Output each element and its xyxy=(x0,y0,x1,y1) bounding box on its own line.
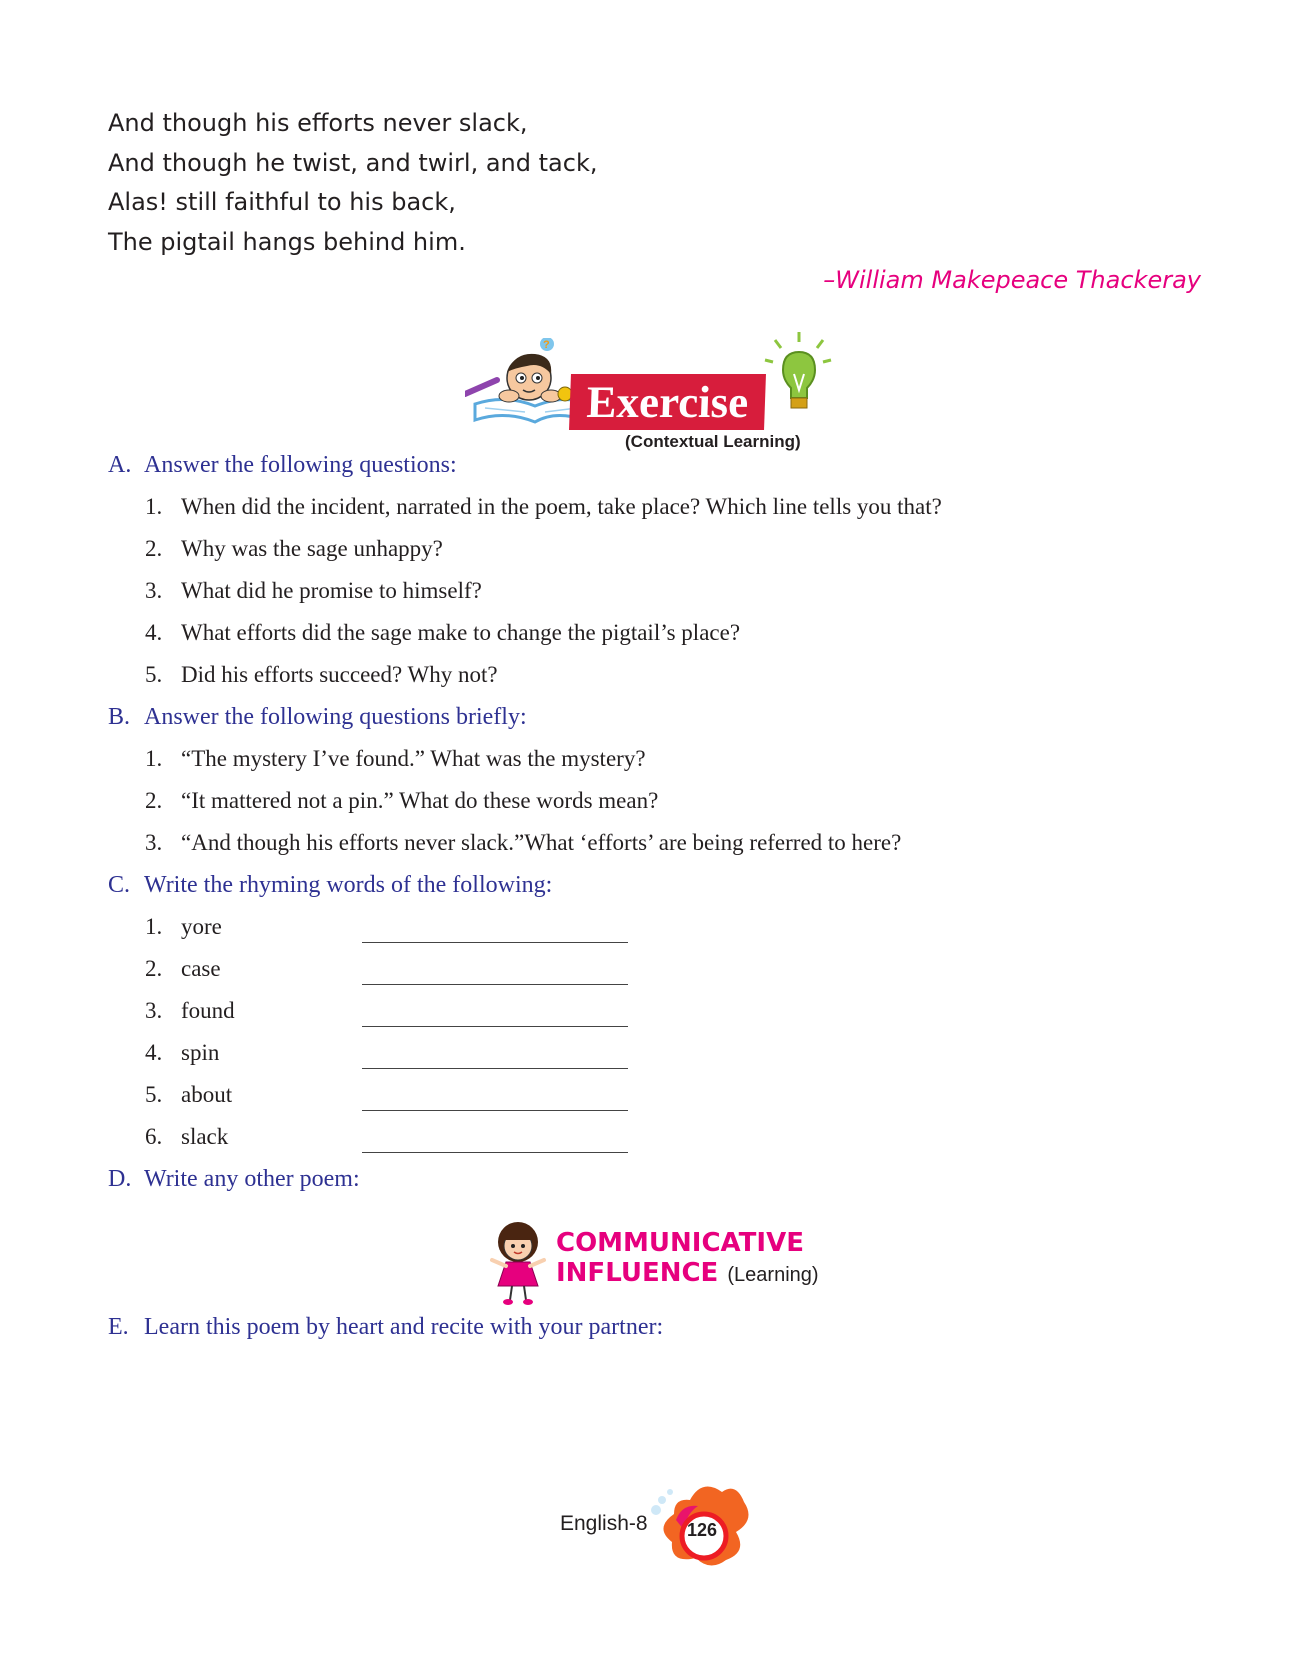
page-number: 126 xyxy=(686,1520,718,1540)
item-number: 4. xyxy=(145,620,163,645)
list-item xyxy=(145,578,482,604)
answer-blank[interactable] xyxy=(362,1026,628,1027)
item-text: “It mattered not a pin.” What do these words mean? xyxy=(181,788,659,813)
list-item xyxy=(145,914,222,940)
light-bulb-icon xyxy=(761,326,841,426)
item-text: slack xyxy=(181,1124,229,1149)
item-number: 3. xyxy=(145,830,163,855)
exercise-subtitle: (Contextual Learning) xyxy=(625,432,801,451)
section-letter: D. xyxy=(108,1166,132,1192)
list-item xyxy=(145,830,901,856)
item-text: Why was the sage unhappy? xyxy=(181,536,443,561)
item-number: 1. xyxy=(145,746,163,771)
answer-blank[interactable] xyxy=(362,1110,628,1111)
girl-icon xyxy=(486,1216,556,1306)
section-c-heading xyxy=(108,872,552,899)
exercise-banner xyxy=(465,338,845,451)
item-text: When did the incident, narrated in the poem, take place? Which line tells you that? xyxy=(181,494,942,519)
section-title: Learn this poem by heart and recite with your partner: xyxy=(144,1314,664,1340)
communicative-influence-banner xyxy=(486,1216,846,1306)
item-text: What did he promise to himself? xyxy=(181,578,482,603)
item-number: 4. xyxy=(145,1040,163,1065)
item-number: 3. xyxy=(145,578,163,603)
section-title: Write the rhyming words of the following: xyxy=(144,872,553,898)
item-text: “And though his efforts never slack.”What ‘efforts’ are being referred to here? xyxy=(181,830,902,855)
answer-blank[interactable] xyxy=(362,984,628,985)
item-number: 1. xyxy=(145,494,163,519)
list-item xyxy=(145,1124,228,1150)
item-number: 6. xyxy=(145,1124,163,1149)
svg-text:?: ? xyxy=(543,339,550,351)
section-letter: E. xyxy=(108,1314,129,1340)
item-text: “The mystery I’ve found.” What was the mystery? xyxy=(181,746,646,771)
section-d-heading xyxy=(108,1166,360,1193)
poem-line: Alas! still faithful to his back, xyxy=(108,188,456,216)
item-text: What efforts did the sage make to change the pigtail’s place? xyxy=(181,620,741,645)
list-item xyxy=(145,494,942,520)
list-item xyxy=(145,536,443,562)
book-label: English-8 xyxy=(560,1512,648,1535)
influence-heading: INFLUENCE xyxy=(556,1258,719,1288)
item-text: spin xyxy=(181,1040,220,1065)
list-item xyxy=(145,956,221,982)
list-item xyxy=(145,1040,219,1066)
poem-author: –William Makepeace Thackeray xyxy=(823,266,1201,294)
answer-blank[interactable] xyxy=(362,1152,628,1153)
communicative-heading: COMMUNICATIVE xyxy=(556,1228,804,1258)
section-letter: A. xyxy=(108,452,132,478)
poem-line: The pigtail hangs behind him. xyxy=(108,227,466,256)
section-title: Answer the following questions: xyxy=(144,452,457,478)
list-item xyxy=(145,788,658,814)
item-number: 1. xyxy=(145,914,163,939)
list-item xyxy=(145,746,646,772)
item-text: about xyxy=(181,1082,233,1107)
section-letter: B. xyxy=(108,704,131,730)
section-title: Answer the following questions briefly: xyxy=(144,704,527,730)
list-item xyxy=(145,998,235,1024)
item-text: yore xyxy=(181,914,222,939)
section-letter: C. xyxy=(108,872,131,898)
item-number: 5. xyxy=(145,662,163,687)
exercise-title: Exercise xyxy=(569,374,766,430)
item-text: Did his efforts succeed? Why not? xyxy=(181,662,498,687)
item-text: case xyxy=(181,956,221,981)
answer-blank[interactable] xyxy=(362,1068,628,1069)
poem-line: And though his efforts never slack, xyxy=(108,109,528,137)
section-title: Write any other poem: xyxy=(144,1166,360,1192)
item-number: 2. xyxy=(145,788,163,813)
list-item xyxy=(145,662,498,688)
answer-blank[interactable] xyxy=(362,942,628,943)
poem-line: And though he twist, and twirl, and tack, xyxy=(108,148,598,177)
item-number: 2. xyxy=(145,536,163,561)
item-number: 2. xyxy=(145,956,163,981)
item-number: 5. xyxy=(145,1082,163,1107)
item-text: found xyxy=(181,998,235,1023)
section-e-heading xyxy=(108,1314,663,1341)
learning-label: (Learning) xyxy=(727,1264,819,1286)
list-item xyxy=(145,620,740,646)
section-a-heading xyxy=(108,452,457,479)
item-number: 3. xyxy=(145,998,163,1023)
poem-stanza xyxy=(108,104,597,262)
section-b-heading xyxy=(108,704,527,731)
list-item xyxy=(145,1082,232,1108)
